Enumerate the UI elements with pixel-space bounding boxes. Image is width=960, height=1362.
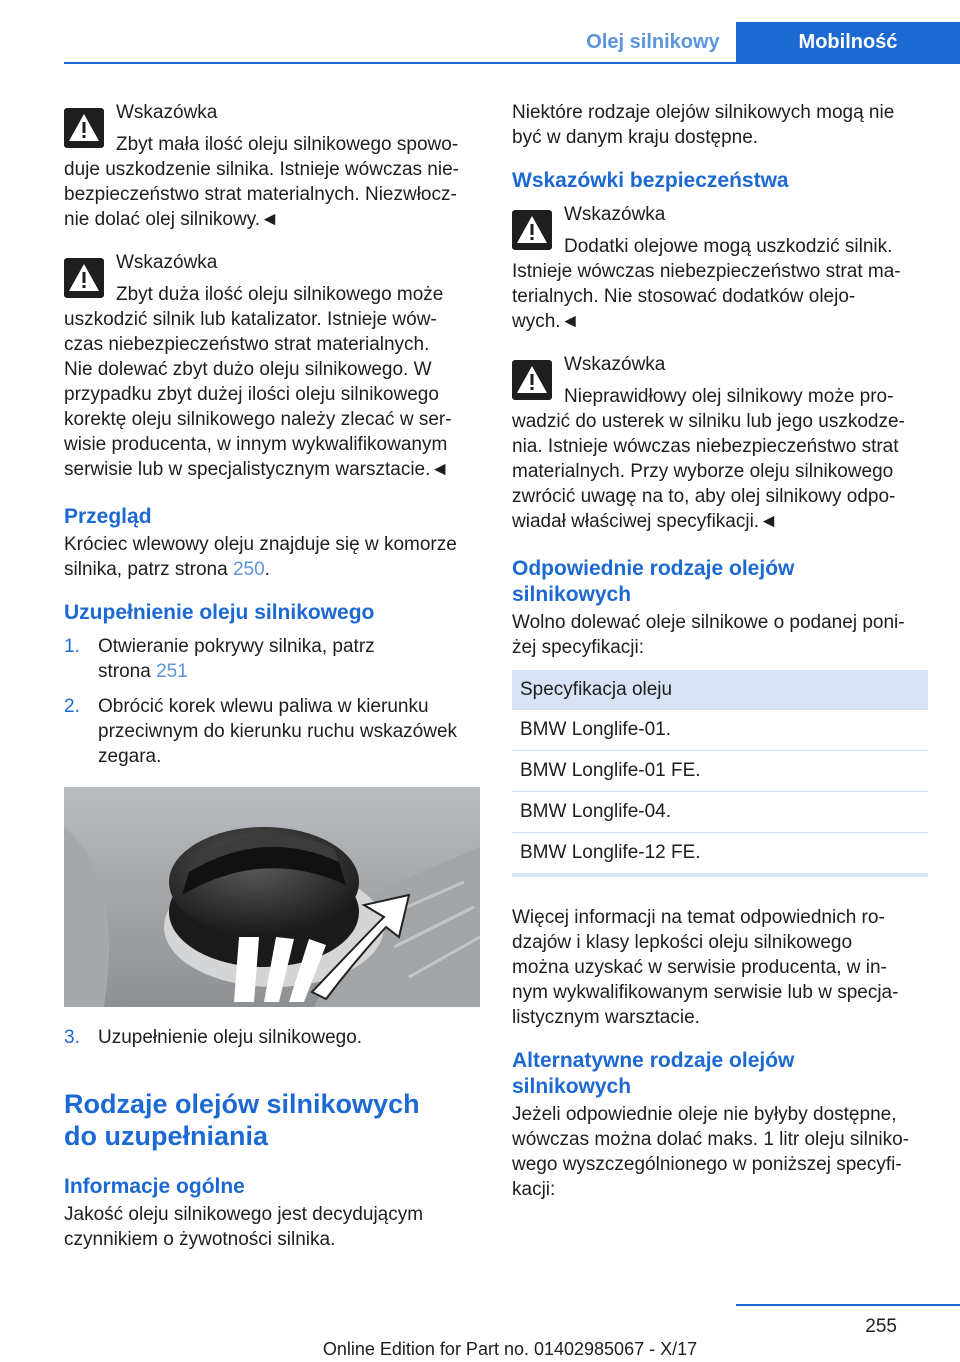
page-reference-link[interactable]: 250: [232, 559, 265, 580]
warning-text-line: Nie dolewać zbyt dużo oleju silnikowego. W: [64, 359, 432, 380]
table-header-cell: Specyfikacja oleju: [512, 670, 928, 710]
page-reference-link[interactable]: 251: [156, 661, 188, 682]
warning-text-line: materialnych. Przy wyborze oleju silnikowego: [512, 461, 894, 482]
table-cell: BMW Longlife-04.: [512, 792, 928, 833]
warning-text-line: czas niebezpieczeństwo strat materialnych.: [64, 334, 430, 355]
overview-section: [64, 504, 480, 582]
refill-steps-list: [64, 634, 480, 769]
warning-text-line: wadzić do usterek w silniku lub jego uszkodze‐: [512, 411, 905, 432]
list-item: [64, 694, 480, 769]
warning-text-line: wisie producenta, w innym wykwalifikowanym: [64, 434, 448, 455]
overview-text-line: [64, 557, 480, 582]
more-info-line: listycznym warsztacie.: [512, 1007, 700, 1028]
intro-line: być w danym kraju dostępne.: [512, 127, 759, 148]
step-text: przeciwnym do kierunku ruchu wskazówek: [98, 721, 458, 742]
overview-text: silnika, patrz strona: [64, 559, 233, 580]
header-rule: [64, 62, 960, 64]
warning-triangle-icon: [64, 258, 104, 298]
warning-block: [64, 250, 480, 482]
alternative-text-line: Jeżeli odpowiednie oleje nie byłyby dostępne,: [512, 1104, 897, 1125]
overview-heading: Przegląd: [64, 505, 152, 528]
alternative-heading: [512, 1048, 928, 1100]
suitable-text-line: żej specyfikacji:: [512, 637, 644, 658]
table-header-row: [512, 670, 928, 710]
overview-text-end: .: [264, 559, 270, 580]
warning-text-line: terialnych. Nie stosować dodatków olejo‐: [512, 286, 856, 307]
footer-rule: [736, 1304, 960, 1306]
header-chapter-tab: Mobilność: [736, 22, 960, 62]
warning-text-line: duje uszkodzenie silnika. Istnieje wówczas nie‐: [64, 159, 459, 180]
safety-heading: Wskazówki bezpieczeństwa: [512, 169, 789, 192]
warning-text-line: nie dolać olej silnikowy.◄: [64, 209, 279, 230]
general-info-line: Jakość oleju silnikowego jest decydującym: [64, 1204, 424, 1225]
page-header: [0, 0, 960, 62]
chapter-heading: [64, 1088, 480, 1152]
warning-triangle-icon: [64, 108, 104, 148]
header-section-title: Olej silnikowy: [586, 31, 720, 53]
intro-paragraph: [512, 100, 928, 150]
refill-section: [64, 600, 480, 1050]
chapter-heading-line: Rodzaje olejów silnikowych: [64, 1089, 420, 1119]
step-number: 2.: [64, 696, 80, 717]
alternative-text-line: kacji:: [512, 1179, 556, 1200]
right-column: [512, 100, 928, 1202]
warning-title: Wskazówka: [564, 204, 666, 225]
warning-block: [512, 202, 928, 334]
suitable-heading: [512, 556, 928, 608]
warning-triangle-icon: [512, 210, 552, 250]
overview-text-line: Króciec wlewowy oleju znajduje się w komorze: [64, 534, 457, 555]
step-number: 3.: [64, 1027, 80, 1048]
warning-text-line: bezpieczeństwo strat materialnych. Niezwłocz‐: [64, 184, 457, 205]
step-text: Obrócić korek wlewu paliwa w kierunku: [98, 696, 429, 717]
warning-block: [512, 352, 928, 534]
warning-text-line: Nieprawidłowy olej silnikowy może pro‐: [564, 386, 894, 407]
table-cell: BMW Longlife-01 FE.: [512, 751, 928, 792]
alternative-oils-section: [512, 1048, 928, 1202]
warning-text-line: nia. Istnieje wówczas niebezpieczeństwo strat: [512, 436, 899, 457]
step-text: zegara.: [98, 746, 162, 767]
more-info-line: można uzyskać w serwisie producenta, w in‐: [512, 957, 887, 978]
warning-text-line: wiadał właściwej specyfikacji.◄: [512, 511, 778, 532]
alternative-heading-line: Alternatywne rodzaje olejów: [512, 1049, 795, 1072]
chapter-heading-line: do uzupełniania: [64, 1121, 269, 1151]
oil-cap-illustration: [64, 787, 480, 1007]
refill-steps-list-continued: [64, 1025, 480, 1050]
warning-text-line: wych.◄: [512, 311, 580, 332]
warning-text-line: korektę oleju silnikowego należy zlecać w ser‐: [64, 409, 452, 430]
edition-note: Online Edition for Part no. 01402985067 - X/17: [322, 1339, 698, 1359]
warning-title: Wskazówka: [564, 354, 666, 375]
suitable-text-line: Wolno dolewać oleje silnikowe o podanej poni‐: [512, 612, 905, 633]
warning-text-line: uszkodzić silnik lub katalizator. Istnieje wów‐: [64, 309, 437, 330]
warning-text-line: Zbyt duża ilość oleju silnikowego może: [116, 284, 444, 305]
more-info-paragraph: [512, 905, 928, 1030]
oil-types-section: [64, 1088, 480, 1252]
warning-text-line: przypadku zbyt dużej ilości oleju silnikowego: [64, 384, 439, 405]
table-cell: BMW Longlife-12 FE.: [512, 833, 928, 876]
general-info-line: czynnikiem o żywotności silnika.: [64, 1229, 336, 1250]
step-number: 1.: [64, 636, 80, 657]
warning-title: Wskazówka: [116, 102, 218, 123]
step-text: strona: [98, 661, 157, 682]
table-row: [512, 833, 928, 876]
warning-text-line: Istnieje wówczas niebezpieczeństwo strat ma‐: [512, 261, 901, 282]
table-row: [512, 792, 928, 833]
suitable-oils-section: [512, 556, 928, 877]
oil-spec-table: [512, 670, 928, 877]
alternative-text-line: wówczas można dolać maks. 1 litr oleju silniko‐: [512, 1129, 910, 1150]
warning-text-line: Zbyt mała ilość oleju silnikowego spowo‐: [116, 134, 459, 155]
list-item: [64, 634, 480, 684]
refill-heading: Uzupełnienie oleju silnikowego: [64, 601, 375, 624]
page-number: 255: [865, 1316, 897, 1337]
more-info-line: dzajów i klasy lepkości oleju silnikowego: [512, 932, 853, 953]
table-row: [512, 710, 928, 751]
warning-text-line: Dodatki olejowe mogą uszkodzić silnik.: [564, 236, 893, 257]
table-row: [512, 751, 928, 792]
warning-text-line: serwisie lub w specjalistycznym warsztacie.◄: [64, 459, 450, 480]
suitable-heading-line: Odpowiednie rodzaje olejów: [512, 557, 795, 580]
left-column: [64, 100, 480, 1252]
table-cell: BMW Longlife-01.: [512, 710, 928, 751]
list-item: [64, 1025, 480, 1050]
step-text: Otwieranie pokrywy silnika, patrz: [98, 636, 375, 657]
more-info-line: nym wykwalifikowanym serwisie lub w specja‐: [512, 982, 899, 1003]
more-info-line: Więcej informacji na temat odpowiednich ro‐: [512, 907, 885, 928]
alternative-text-line: wego wyszczególnionego w poniższej specyfi‐: [512, 1154, 902, 1175]
oil-cap-photo: [64, 787, 480, 1007]
warning-block: [64, 100, 480, 232]
general-info-heading: Informacje ogólne: [64, 1175, 245, 1198]
warning-triangle-icon: [512, 360, 552, 400]
step-text: Uzupełnienie oleju silnikowego.: [98, 1027, 363, 1048]
suitable-heading-line: silnikowych: [512, 583, 632, 606]
warning-title: Wskazówka: [116, 252, 218, 273]
warning-text-line: zwrócić uwagę na to, aby olej silnikowy odpo‐: [512, 486, 896, 507]
intro-line: Niektóre rodzaje olejów silnikowych mogą nie: [512, 102, 895, 123]
alternative-heading-line: silnikowych: [512, 1075, 632, 1098]
